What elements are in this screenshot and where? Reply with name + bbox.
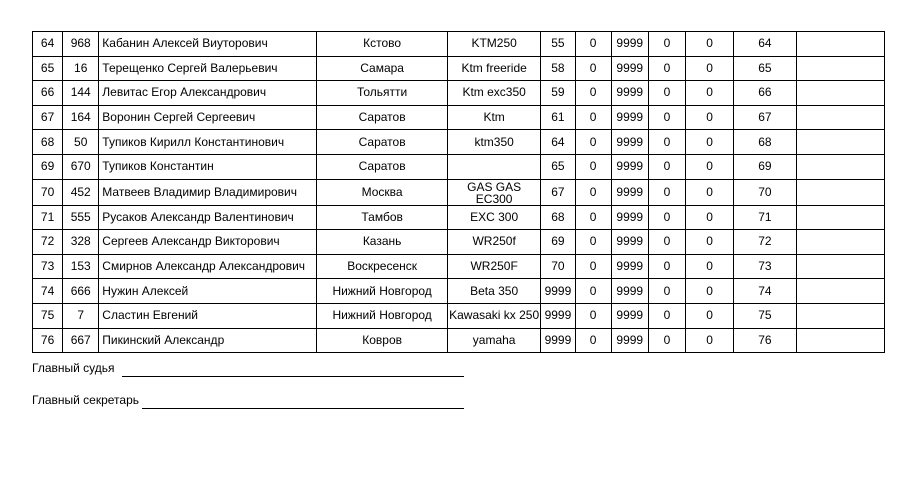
col1-cell: 67 (541, 179, 575, 205)
place-cell: 69 (33, 154, 63, 179)
col7-cell (796, 205, 884, 230)
number-cell: 670 (63, 154, 99, 179)
bike-cell: Ktm freeride (447, 56, 540, 81)
col3-cell: 9999 (611, 32, 648, 57)
col4-cell: 0 (648, 279, 685, 304)
col1-cell: 9999 (541, 303, 575, 328)
number-cell: 555 (63, 205, 99, 230)
col6-cell: 68 (734, 130, 796, 155)
city-cell: Саратов (317, 105, 448, 130)
col2-cell: 0 (575, 279, 611, 304)
number-cell: 666 (63, 279, 99, 304)
place-cell: 76 (33, 328, 63, 353)
col3-cell: 9999 (611, 81, 648, 106)
col6-cell: 75 (734, 303, 796, 328)
name-cell: Смирнов Александр Александрович (99, 254, 317, 279)
col7-cell (796, 179, 884, 205)
bike-cell: yamaha (447, 328, 540, 353)
number-cell: 164 (63, 105, 99, 130)
col1-cell: 69 (541, 230, 575, 255)
col2-cell: 0 (575, 230, 611, 255)
col1-cell: 65 (541, 154, 575, 179)
bike-cell: GAS GAS EC300 (447, 179, 540, 205)
col5-cell: 0 (686, 105, 734, 130)
table-row (33, 279, 885, 304)
chief-secretary-label: Главный секретарь (32, 393, 139, 407)
col5-cell: 0 (686, 254, 734, 279)
place-cell: 65 (33, 56, 63, 81)
col5-cell: 0 (686, 179, 734, 205)
bike-cell: Kawasaki kx 250 (447, 303, 540, 328)
col2-cell: 0 (575, 179, 611, 205)
city-cell: Тамбов (317, 205, 448, 230)
col1-cell: 70 (541, 254, 575, 279)
col2-cell: 0 (575, 328, 611, 353)
col7-cell (796, 32, 884, 57)
table-row (33, 328, 885, 353)
name-cell: Тупиков Кирилл Константинович (99, 130, 317, 155)
number-cell: 16 (63, 56, 99, 81)
col2-cell: 0 (575, 254, 611, 279)
bike-cell: Ktm exc350 (447, 81, 540, 106)
name-cell: Тупиков Константин (99, 154, 317, 179)
col6-cell: 67 (734, 105, 796, 130)
city-cell: Кстово (317, 32, 448, 57)
col4-cell: 0 (648, 179, 685, 205)
name-cell: Терещенко Сергей Валерьевич (99, 56, 317, 81)
col3-cell: 9999 (611, 279, 648, 304)
place-cell: 72 (33, 230, 63, 255)
city-cell: Нижний Новгород (317, 279, 448, 304)
col3-cell: 9999 (611, 328, 648, 353)
name-cell: Воронин Сергей Сергеевич (99, 105, 317, 130)
col6-cell: 66 (734, 81, 796, 106)
name-cell: Матвеев Владимир Владимирович (99, 179, 317, 205)
col4-cell: 0 (648, 32, 685, 57)
col3-cell: 9999 (611, 303, 648, 328)
chief-secretary-line (142, 394, 464, 409)
col7-cell (796, 279, 884, 304)
col3-cell: 9999 (611, 230, 648, 255)
chief-secretary-signature (32, 393, 139, 407)
table-row (33, 303, 885, 328)
place-cell: 66 (33, 81, 63, 106)
col3-cell: 9999 (611, 179, 648, 205)
col5-cell: 0 (686, 230, 734, 255)
col6-cell: 72 (734, 230, 796, 255)
col6-cell: 70 (734, 179, 796, 205)
col3-cell: 9999 (611, 205, 648, 230)
table-row (33, 81, 885, 106)
col4-cell: 0 (648, 254, 685, 279)
place-cell: 64 (33, 32, 63, 57)
city-cell: Воскресенск (317, 254, 448, 279)
col4-cell: 0 (648, 130, 685, 155)
name-cell: Сластин Евгений (99, 303, 317, 328)
col5-cell: 0 (686, 303, 734, 328)
col7-cell (796, 81, 884, 106)
col6-cell: 74 (734, 279, 796, 304)
col2-cell: 0 (575, 154, 611, 179)
name-cell: Левитас Егор Александрович (99, 81, 317, 106)
col4-cell: 0 (648, 56, 685, 81)
col1-cell: 9999 (541, 328, 575, 353)
col3-cell: 9999 (611, 130, 648, 155)
col6-cell: 69 (734, 154, 796, 179)
col1-cell: 58 (541, 56, 575, 81)
chief-judge-line (122, 362, 464, 377)
col6-cell: 65 (734, 56, 796, 81)
name-cell: Кабанин Алексей Виуторович (99, 32, 317, 57)
number-cell: 328 (63, 230, 99, 255)
col6-cell: 73 (734, 254, 796, 279)
number-cell: 7 (63, 303, 99, 328)
col3-cell: 9999 (611, 105, 648, 130)
col7-cell (796, 254, 884, 279)
city-cell: Саратов (317, 130, 448, 155)
col2-cell: 0 (575, 56, 611, 81)
city-cell: Ковров (317, 328, 448, 353)
number-cell: 144 (63, 81, 99, 106)
col4-cell: 0 (648, 81, 685, 106)
name-cell: Сергеев Александр Викторович (99, 230, 317, 255)
col1-cell: 68 (541, 205, 575, 230)
place-cell: 75 (33, 303, 63, 328)
number-cell: 153 (63, 254, 99, 279)
bike-cell: KTM250 (447, 32, 540, 57)
table-row (33, 230, 885, 255)
place-cell: 71 (33, 205, 63, 230)
place-cell: 67 (33, 105, 63, 130)
place-cell: 73 (33, 254, 63, 279)
city-cell: Самара (317, 56, 448, 81)
results-table (32, 31, 885, 353)
col1-cell: 59 (541, 81, 575, 106)
place-cell: 70 (33, 179, 63, 205)
table-row (33, 179, 885, 205)
name-cell: Нужин Алексей (99, 279, 317, 304)
col7-cell (796, 328, 884, 353)
col5-cell: 0 (686, 130, 734, 155)
col2-cell: 0 (575, 205, 611, 230)
col3-cell: 9999 (611, 254, 648, 279)
name-cell: Пикинский Александр (99, 328, 317, 353)
col5-cell: 0 (686, 279, 734, 304)
col7-cell (796, 130, 884, 155)
bike-cell: WR250F (447, 254, 540, 279)
place-cell: 74 (33, 279, 63, 304)
col3-cell: 9999 (611, 154, 648, 179)
col6-cell: 76 (734, 328, 796, 353)
col7-cell (796, 303, 884, 328)
table-row (33, 105, 885, 130)
col4-cell: 0 (648, 328, 685, 353)
table-row (33, 130, 885, 155)
number-cell: 50 (63, 130, 99, 155)
bike-cell (447, 154, 540, 179)
table-row (33, 154, 885, 179)
number-cell: 452 (63, 179, 99, 205)
col2-cell: 0 (575, 32, 611, 57)
bike-cell: Ktm (447, 105, 540, 130)
col1-cell: 9999 (541, 279, 575, 304)
bike-cell: ktm350 (447, 130, 540, 155)
bike-cell: Beta 350 (447, 279, 540, 304)
col4-cell: 0 (648, 230, 685, 255)
number-cell: 667 (63, 328, 99, 353)
col2-cell: 0 (575, 81, 611, 106)
col5-cell: 0 (686, 81, 734, 106)
col3-cell: 9999 (611, 56, 648, 81)
chief-judge-signature (32, 361, 115, 375)
city-cell: Нижний Новгород (317, 303, 448, 328)
col5-cell: 0 (686, 154, 734, 179)
col7-cell (796, 56, 884, 81)
col1-cell: 55 (541, 32, 575, 57)
city-cell: Москва (317, 179, 448, 205)
col1-cell: 64 (541, 130, 575, 155)
col4-cell: 0 (648, 303, 685, 328)
col7-cell (796, 154, 884, 179)
number-cell: 968 (63, 32, 99, 57)
col4-cell: 0 (648, 154, 685, 179)
table-row (33, 205, 885, 230)
col2-cell: 0 (575, 130, 611, 155)
table-row (33, 56, 885, 81)
col6-cell: 64 (734, 32, 796, 57)
col1-cell: 61 (541, 105, 575, 130)
col7-cell (796, 105, 884, 130)
col7-cell (796, 230, 884, 255)
col4-cell: 0 (648, 205, 685, 230)
city-cell: Тольятти (317, 81, 448, 106)
city-cell: Казань (317, 230, 448, 255)
col6-cell: 71 (734, 205, 796, 230)
col5-cell: 0 (686, 205, 734, 230)
chief-judge-label: Главный судья (32, 361, 115, 375)
place-cell: 68 (33, 130, 63, 155)
col2-cell: 0 (575, 303, 611, 328)
bike-cell: EXC 300 (447, 205, 540, 230)
name-cell: Русаков Александр Валентинович (99, 205, 317, 230)
results-table-body (33, 32, 885, 353)
col5-cell: 0 (686, 32, 734, 57)
table-row (33, 254, 885, 279)
bike-cell: WR250f (447, 230, 540, 255)
col5-cell: 0 (686, 56, 734, 81)
col5-cell: 0 (686, 328, 734, 353)
city-cell: Саратов (317, 154, 448, 179)
col2-cell: 0 (575, 105, 611, 130)
table-row (33, 32, 885, 57)
col4-cell: 0 (648, 105, 685, 130)
